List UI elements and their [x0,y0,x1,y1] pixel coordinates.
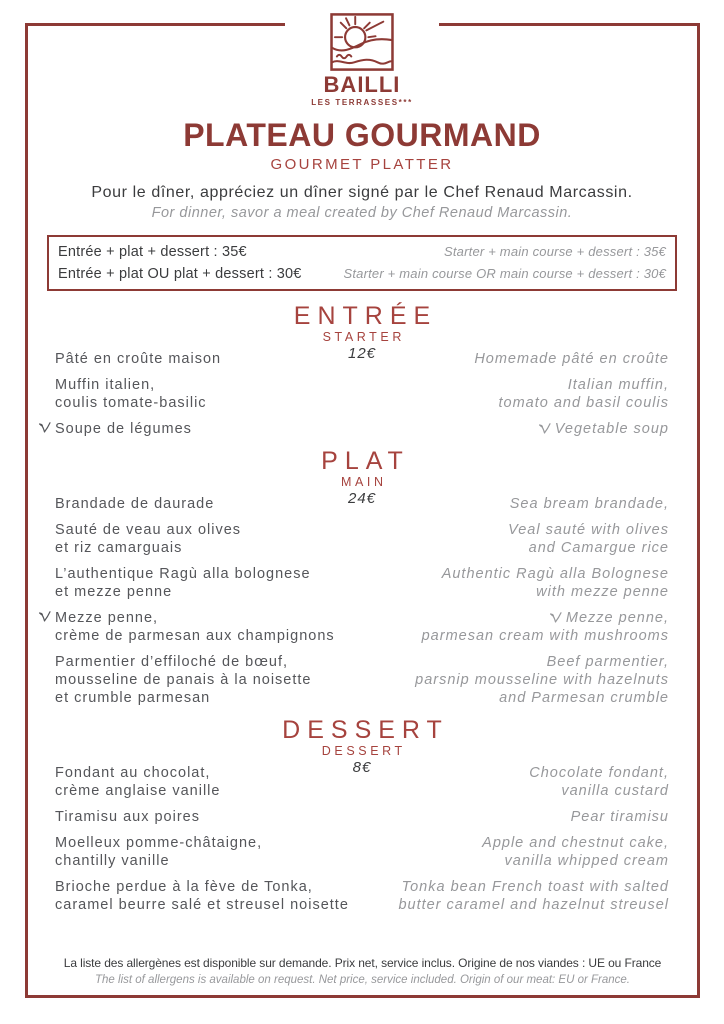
item-line-en: butter caramel and hazelnut streusel [398,897,669,913]
item-line-fr: Tiramisu aux poires [55,809,200,825]
item-name-fr [55,521,241,557]
menu-item-row [55,834,669,870]
intro-text-fr: Pour le dîner, appréciez un dîner signé par le Chef Renaud Marcassin. [91,184,633,201]
item-name-fr [55,376,207,412]
footer [30,955,695,988]
item-name-fr [55,609,335,645]
item-line-en: Veal sauté with olives [508,522,669,538]
item-line-en: Beef parmentier, [546,654,669,670]
item-line-en: Apple and chestnut cake, [482,835,669,851]
item-line-fr: Sauté de veau aux olives [55,522,242,538]
item-name-en [474,350,669,368]
item-line-en: with mezze penne [536,584,669,600]
item-line-fr: et crumble parmesan [55,690,211,706]
item-name-en [538,420,669,438]
item-line-en: Italian muffin, [567,377,669,393]
formula-text-en: Starter + main course OR main course + dessert : 30€ [343,266,666,281]
item-line-en: tomato and basil coulis [498,395,669,411]
sun-over-waves-icon [329,12,395,72]
vegetarian-icon [549,612,562,623]
item-line-fr: L’authentique Ragù alla bolognese [55,566,311,582]
item-name-en [499,376,670,412]
item-line-en: parsnip mousseline with hazelnuts [415,672,669,688]
item-line-fr: Muffin italien, [55,377,156,393]
item-line-en: Homemade pâté en croûte [474,351,669,367]
item-line-en: and Parmesan crumble [499,690,669,706]
menu-section-plat [47,448,677,707]
item-line-en: Mezze penne, [422,609,669,627]
item-name-en [422,609,669,645]
item-name-fr [55,878,349,914]
item-name-en [529,764,669,800]
item-line-fr: Parmentier d’effiloché de bœuf, [55,654,289,670]
item-name-fr [55,420,192,438]
item-line-fr: Brioche perdue à la fève de Tonka, [55,879,313,895]
vegetarian-icon [538,423,551,434]
menu-section-dessert [47,717,677,914]
page-title: PLATEAU GOURMAND [183,117,541,153]
menu-item-row [55,565,669,601]
vegetarian-icon [38,611,51,622]
formula-text-en: Starter + main course + dessert : 35€ [443,244,666,259]
item-line-fr: et mezze penne [55,584,173,600]
logo-name: BAILLI [323,72,401,97]
item-line-en: vanilla custard [561,783,669,799]
section-title: PLAT [321,447,410,475]
section-price: 24€ [347,490,377,507]
item-line-en: Tonka bean French toast with salted [401,879,669,895]
section-items [47,495,677,707]
item-name-fr [55,653,311,707]
item-line-fr: mousseline de panais à la noisette [55,672,312,688]
menu-item-row [55,420,669,438]
formula-text-fr: Entrée + plat + dessert : 35€ [58,244,247,260]
section-items [47,350,677,438]
menu-item-row [55,808,669,826]
section-subtitle: MAIN [340,475,387,489]
vegetarian-icon [38,422,51,433]
item-line-fr: Mezze penne, [55,610,159,626]
menu-item-row [55,609,669,645]
item-line-fr: crème anglaise vanille [55,783,221,799]
formula-row [58,241,666,263]
item-name-en [482,834,669,870]
item-line-en: Pear tiramisu [570,809,669,825]
item-name-en [508,521,669,557]
item-line-fr: crème de parmesan aux champignons [55,628,335,644]
restaurant-logo [285,12,439,108]
item-line-en: and Camargue rice [528,540,669,556]
menu-section-entree [47,303,677,438]
section-title: ENTRÉE [293,302,438,330]
intro-text-en: For dinner, savor a meal created by Chef Renaud Marcassin. [151,205,573,221]
menu-item-row [55,376,669,412]
item-line-fr: Moelleux pomme-châtaigne, [55,835,263,851]
item-line-fr: Brandade de daurade [55,496,215,512]
menu-item-row [55,653,669,707]
item-line-en: Authentic Ragù alla Bolognese [441,566,669,582]
item-name-en [398,878,669,914]
logo-tagline: LES TERRASSES*** [311,98,413,107]
menu-item-row [55,521,669,557]
section-title: DESSERT [282,716,449,744]
item-name-en [415,653,669,707]
item-line-fr: Pâté en croûte maison [55,351,222,367]
item-line-en: Vegetable soup [538,420,669,438]
item-line-fr: chantilly vanille [55,853,170,869]
item-line-fr: caramel beurre salé et streusel noisette [55,897,349,913]
section-items [47,764,677,914]
item-line-en: vanilla whipped cream [504,853,669,869]
item-name-en [442,565,669,601]
formula-row [58,263,666,285]
item-line-fr: Fondant au chocolat, [55,765,211,781]
item-name-en [510,495,669,513]
section-price: 12€ [347,345,377,362]
item-line-en: Sea bream brandade, [509,496,669,512]
item-name-fr [55,834,262,870]
footer-text-en: The list of allergens is available on request. Net price, service included. Origin of our meat: EU or France. [95,974,630,986]
formula-text-fr: Entrée + plat OU plat + dessert : 30€ [58,266,302,282]
menu-sections [47,303,677,914]
item-line-fr: et riz camarguais [55,540,183,556]
formula-box [47,235,677,291]
item-name-fr [55,495,214,513]
item-name-en [571,808,669,826]
footer-text-fr: La liste des allergènes est disponible sur demande. Prix net, service inclus. Origine de nos viandes : UE ou France [63,956,662,970]
item-line-fr: Soupe de légumes [55,421,192,437]
item-name-fr [55,808,200,826]
item-name-fr [55,350,221,368]
page-subtitle: GOURMET PLATTER [270,156,454,173]
section-price: 8€ [352,759,372,776]
item-line-fr: coulis tomate-basilic [55,395,207,411]
section-subtitle: STARTER [322,330,405,344]
item-line-en: parmesan cream with mushrooms [421,628,669,644]
item-line-en: Chocolate fondant, [529,765,669,781]
item-name-fr [55,764,220,800]
item-name-fr [55,565,311,601]
menu-item-row [55,878,669,914]
section-subtitle: DESSERT [321,744,406,758]
